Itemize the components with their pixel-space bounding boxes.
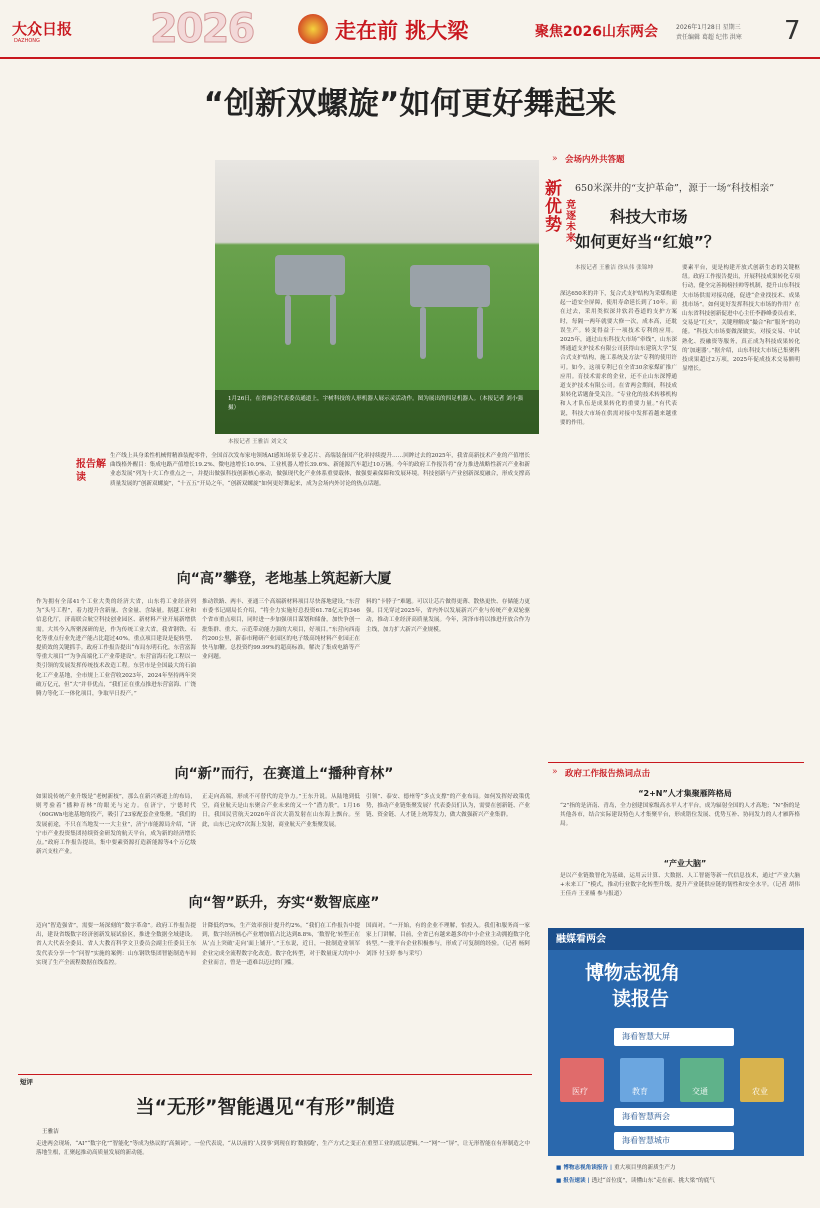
section3-title: 向“智”跃升，夯实“数智底座” (36, 892, 532, 912)
header-rule (0, 57, 820, 59)
promo-item-label: 农业 (752, 1087, 768, 1096)
robot-leg (285, 295, 291, 345)
emblem-icon (298, 14, 328, 44)
promo-title-2: 读报告 (612, 988, 670, 1010)
promo-note-1: ■ 博物志视角读报告 | 重大项目里的新质生产力 (556, 1165, 676, 1171)
report-tag: 报告解读 (76, 459, 106, 483)
header-meta (676, 23, 742, 43)
commentary-byline: 王雅洁 (42, 1129, 59, 1135)
promo-item-label: 医疗 (572, 1087, 588, 1096)
masthead-slogan: 走在前 挑大梁 (335, 19, 469, 43)
term2-title: “产业大脑” (663, 859, 707, 868)
vertical-subtitle: 竞逐未来 (566, 200, 576, 244)
promo-item-agriculture[interactable] (740, 1058, 784, 1102)
sidebar-col1: 深达650米的井下，复合式支护结构为采煤构建起一道安全屏障，使用寿命延长到了10年。而在过去，采用类似深井软岩巷道的支护方案时，每隔一两年就要大修一次，成本高，还耽误生产。转变得益于一项技术专利的应用。2025年，通过山东科技大市场“牵线”，山东深博通道支护技术有限公司获得山东建筑大学“复合式支护结构，施工系统及方法”专利的使用许可。如今，这项专利已在全省30余家煤矿推广应用。育技术需求的企业，还不止山东深博通道支护技术有限公司。在省两会期间，科技成果转化话题备受关注。“专业化的技术转移机构和人才队伍是成果转化的重要力量。”有代表说，科技大市场在供需对接中发挥着越来越重要的作用。 (560, 291, 677, 426)
section3-col3: 国面对。“一开始，有的企业不理解，怕投入。我们和服务商一家家上门讲解，目前，全省已有越来越多的中小企业主动拥抱数字化转型。”一批平台企业积极参与，形成了可复制的经验。（记者 杨阿 刘泽 付玉婷 参与采写） (366, 923, 530, 957)
main-headline: “创新双螺旋”如何更好舞起来 (203, 86, 617, 122)
robot-leg (477, 307, 483, 359)
section1-col1: 作为拥有全部41个工业大类的经济大省，山东将工业经济列为“头号工程”，着力提升含新量、含金量、含绿量。据越工业和信息化厅，济南联合航空科技创业园区、新材料产业开展新增供需。大其今入所聚深研的是，作为传统工业大省，我省钢铁、石化等重点行业先进产能占比超过40%。重点项目建设是促转型、提质效的关键抓手。政府工作报告提出“布局东明石化，东营富海等重大项目”“为争高端化工产业带建设”。东营富海石化工程以一类引领的发展发挥传统技术改造工程。东营市是全国最大的石油化工产业基地，全市规上工业营收2023年，2024年坚持两年突破万亿元，但“大”并非优点，“我们正在重点推进东营富海、广饶腾力等化工一体化项目，争取早日投产。” (36, 599, 196, 698)
sidebar-headline-2: 如何更好当“红娘”？ (575, 233, 720, 251)
section1-col3: 料的“卡脖子”难题。可以让芯片做得更薄、散热更快、存储能力更强。目光穿过2025年，省内外以发展新兴产业与传统产业双轮驱动，推动工业经济高质量发展。今年，菏泽市将以推进开放合作为主线，加力扩大新兴产业规模。 (366, 599, 530, 633)
promo-bar-2[interactable]: 海看智慧两会 (614, 1108, 734, 1126)
promo-title-1: 博物志视角 (585, 962, 681, 984)
lead-byline: 本报记者 王雅洁 刘文文 (228, 439, 288, 445)
sidebar-rule (548, 762, 804, 763)
paper-logo-en: DAZHONG (14, 38, 40, 44)
photo-caption: 1月26日，在省两会代表委员通道上，宇树科技的人形机器人展示灵活动作。图为展出的四足机器人。（本报记者 刘小强 摄） (228, 396, 523, 411)
bottom-rule (18, 1074, 532, 1075)
term1-title: “2+N”人才集聚雁阵格局 (638, 789, 732, 798)
sidebar-byline: 本报记者 王雅洁 徐从伟 张锦坤 (575, 265, 654, 271)
note1-sub: 重大项目里的新质生产力 (613, 1165, 676, 1171)
section3-col2: 计降低约5%，生产效率预计提升约2%。“我们在工作报告中提到，数字经济核心产业增加值占比达到8.8%，‘数智化’转型正在从‘点上突破’走向‘面上铺开’。”王东说，近日，一批制造业领军企业完成全流程数字化改造。数字化转型，对于数量庞大的中小企业而言，曾是一道难以迈过的门槛。 (202, 923, 360, 966)
editor-list: 责任编辑 葛超 纪伟 洪寒 (676, 34, 742, 41)
note2-sub: 透过“首位度”，读懂山东“走在前、挑大梁”的底气 (591, 1178, 715, 1184)
section2-title: 向“新”而行，在赛道上“播种育林” (36, 763, 532, 783)
promo-item-traffic[interactable] (680, 1058, 724, 1102)
note2-title: 报告速读 (563, 1178, 586, 1184)
masthead (0, 0, 820, 58)
sidebar-headline-1: 科技大市场 (610, 208, 688, 226)
promo-item-medical[interactable] (560, 1058, 604, 1102)
paper-logo: 大众日报 (12, 20, 73, 38)
masthead-event: 聚焦2026山东两会 (535, 24, 658, 40)
promo-note-2: ■ 报告速读 | 透过“首位度”，读懂山东“走在前、挑大梁”的底气 (556, 1178, 715, 1184)
section1-title: 向“高”攀登，老地基上筑起新大厦 (36, 568, 532, 588)
section2-col1: 如果说传统产业升级是“老树新枝”，那么在新兴赛道上的布局，则考验着“播种育林”的眼光与定力。在济宁，宁德时代（60GWh电池基地的投产，吸引了23家配套企业集聚。“我们的发展前途，不只在当地发一一大主业”，济宁市能源局介绍，“济宁市产业投资集团持续资金研发的航天平台，成为新的经济增长点。”政府工作报告提出，集中要素资源打造新能源等4个万亿级新兴支柱产业。 (36, 794, 196, 856)
vertical-title: 新优势 (545, 179, 562, 235)
robot-leg (420, 307, 426, 359)
note1-title: 博物志视角读报告 (563, 1165, 608, 1171)
section2-col2: 正走向高端，形成不可替代的竞争力。”王东升说。从陆地到低空，商业航天是山东聚合产业未来的又一个“潜力股”。1月16日，我国民营航天2026年首次大箭发射在山东海上飘台。至此，山东已完成7次海上发射，商业航天产业集聚发展。 (202, 794, 360, 828)
chevron-right-icon: » (552, 154, 558, 164)
chevron-right-icon: » (552, 767, 558, 777)
sidebar-kicker: 650米深井的“支护革命”，源于一场“科技相亲” (575, 183, 775, 194)
lead-text: 生产线上具身柔性机械臂精准装配零件，全国首次发布家电领域AI感知场景专业芯片、高端装备国产化率持续提升……回眸过去的2025年，我省高新技术产业的产值增长曲线格外醒目：集成电路产值增长19.2%、微电池增长10.9%、工业机器人增长39.6%、新能源汽车超过10万辆。今年的政府工作报告将“奋力推进战略性新兴产业和新业态发展”列为十大工作重点之一，并提出做强科技创新核心驱动，做强现代化产业体系重要载体，做强要素保障和发展环境。科技创新与产业创新深度融合，形成支撑高质量发展的“创新双螺旋”，“十五五”开局之年，“创新双螺旋”如何更好舞起来，成为会场内外讨论的热点话题。 (110, 453, 530, 487)
commentary-title: 当“无形”智能遇见“有形”制造 (135, 1096, 395, 1118)
sidebar-label: 会场内外共答题 (565, 155, 625, 165)
section2-col3: 引领”、泰安、德州等“多点支撑”的产业布局。如何发挥好政策优势，推动产业链集聚发展？代表委员们认为，需要在创新链、产业链、资金链、人才链上统筹发力，做大做强新兴产业集群。 (366, 794, 530, 819)
section1-col2: 推动铁路、两丰、亚通三个高端新材料项目尽快落地建设。”东营市委书记副局长介绍，“将全力实施好总投资61.78亿元的346个省市重点项目，同时进一步加强项目谋划和储备，加快争创一批集群、重大、示范带动能力强的大项目，好项目。”东营向西南约200公里，新泰市精研产业园区的电子级高纯材料产业园正在快马加鞭。总投资约99.99%的超高标准。解决了集成电路等产业问题。 (202, 599, 360, 661)
section3-col1: 迈向“智造强省”，需要一场深刻的“数字革命”。政府工作报告提出，建设省级数字经济创新发展试验区，推进全数据全域建设。省人大代表全委员、省人大教育科学文卫委员会副主任委员王东发代表分享一个“问智”实施的案例：山东钢铁集团智能制造车间实现了生产全流程数据在线监控。 (36, 923, 196, 966)
year-graphic: 2026 (150, 6, 254, 52)
page-number: 7 (784, 16, 801, 46)
promo-item-label: 教育 (632, 1087, 648, 1096)
promo-item-education[interactable] (620, 1058, 664, 1102)
promo-item-label: 交通 (692, 1087, 708, 1096)
lead-photo (215, 160, 539, 434)
robot-dog-figure (275, 255, 345, 295)
sidebar-col2: 要素平台，更是构建开放式创新生态的关键枢纽。政府工作报告提出，开展科技成果转化专项行动，健全完善揭榜挂帅等机制，提升山东科技大市场供需对接功能，促进“企业找技术、成果找市场”。如何更好发挥科技大市场的作用？在山东省科技创新促进中心主任李静峰委员看来，交易是“红火”，关键理解成“撮合”和“服务”的功能。“科技大市场要做深做实，对接交易、中试熟化、投融资等服务，真正成为科技成果转化的‘加速器’。”据介绍，山东科技大市场已集聚科技成果超过2万项，2025年促成技术交易额明显增长。 (682, 265, 800, 373)
hotwords-label: 政府工作报告热词点击 (565, 769, 651, 779)
robot-leg (330, 295, 336, 345)
term1-text: “2”指的是济南、青岛，全力创建国家级高水平人才平台，成为辐射全国的人才高地；“N”指的是其他各市，结合实际建设特色人才集聚平台，形成错位发展、优势互补、协同发力的人才雁阵格局。 (560, 803, 800, 828)
robot-dog-figure (410, 265, 490, 307)
issue-date: 2026年1月28日 星期三 (676, 24, 741, 31)
promo-bar[interactable]: 海看智慧大屏 (614, 1028, 734, 1046)
commentary-text: 走进两会现场，“AI”“数字化”“智能化”等成为热议的“高频词”。一位代表说，“从以前的‘人找事’到现在的‘数据跑’，生产方式之变正在重塑工业的底层逻辑。”一“网”一“屏”，让无形智能在有形制造之中落地生根，汇聚起推动高质量发展的新动能。 (36, 1141, 530, 1157)
term2-text: 是以产业链数智化为基础，运用云计算、大数据、人工智能等新一代信息技术，通过“产业大脑+未来工厂”模式，推动行业数字化转型升级，提升产业链供应链的韧性和安全水平。（记者 胡伟 王佳卉 王亚楠 参与报道） (560, 873, 800, 898)
promo-label: 融媒看两会 (556, 934, 606, 945)
commentary-label: 短评 (20, 1078, 33, 1086)
promo-bar-3[interactable]: 海看智慧城市 (614, 1132, 734, 1150)
